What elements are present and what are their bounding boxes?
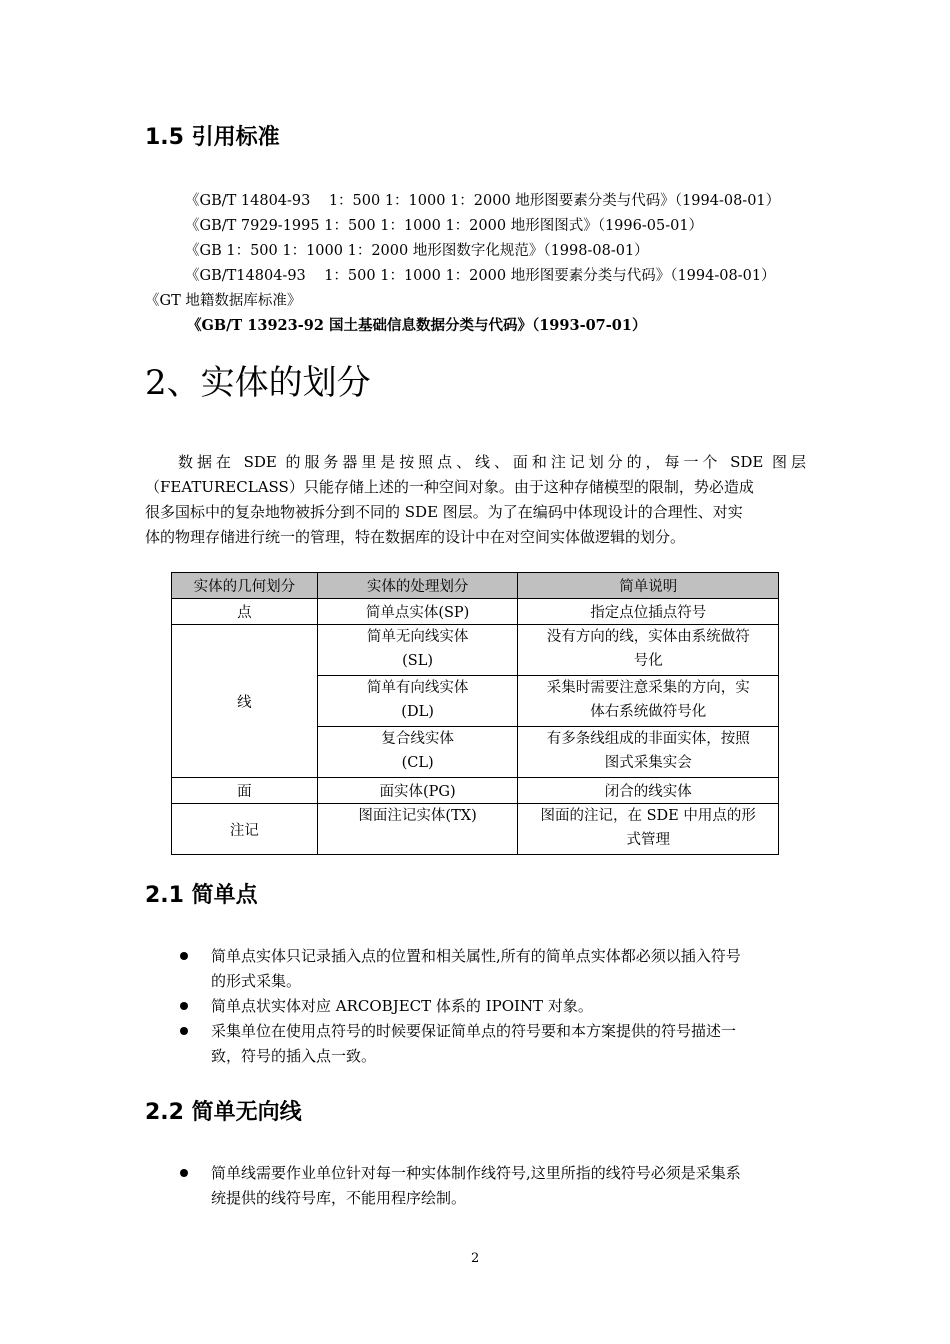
geometry-cell: 注记 [172, 804, 318, 855]
reference-item: 《GB/T14804-93 1：500 1：1000 1：2000 地形图要素分类与代码》（1994-08-01） [185, 268, 776, 284]
table-row [172, 625, 779, 676]
body-paragraph-line: 很多国标中的复杂地物被拆分到不同的 SDE 图层。为了在编码中体现设计的合理性、对实 [145, 503, 743, 521]
bullet-icon [180, 1002, 188, 1010]
geometry-cell: 点 [172, 599, 318, 625]
bullet-icon [180, 952, 188, 960]
description-cell: 采集时需要注意采集的方向，实 体右系统做符号化 [518, 676, 779, 727]
bullet-text: 简单点状实体对应 ARCOBJECT 体系的 IPOINT 对象。 [211, 997, 593, 1015]
entity-classification-table [171, 572, 779, 855]
section-2-heading: 2、实体的划分 [145, 363, 371, 403]
table-header-cell: 实体的处理划分 [317, 573, 518, 599]
section-2-2-heading: 2.2 简单无向线 [145, 1100, 302, 1125]
processing-cell: 图面注记实体(TX) [317, 804, 518, 855]
body-paragraph-line: （FEATURECLASS）只能存储上述的一种空间对象。由于这种存储模型的限制，势必造成 [145, 478, 754, 496]
bullet-icon [180, 1169, 188, 1177]
body-paragraph-line: 数据在 SDE 的服务器里是按照点、线、面和注记划分的，每一个 SDE 图层 [178, 453, 806, 471]
table-header-cell: 实体的几何划分 [172, 573, 318, 599]
bullet-text: 简单点实体只记录插入点的位置和相关属性,所有的简单点实体都必须以插入符号 的形式采集。 [211, 947, 741, 990]
reference-item: 《GB 1：500 1：1000 1：2000 地形图数字化规范》（1998-08-01） [185, 243, 649, 259]
description-cell: 闭合的线实体 [518, 778, 779, 804]
description-cell: 没有方向的线，实体由系统做符 号化 [518, 625, 779, 676]
processing-cell: 简单有向线实体 (DL) [317, 676, 518, 727]
processing-cell: 面实体(PG) [317, 778, 518, 804]
reference-item: 《GB/T 14804-93 1：500 1：1000 1：2000 地形图要素分类与代码》（1994-08-01） [185, 193, 781, 209]
geometry-cell: 线 [172, 625, 318, 778]
bullet-text: 简单线需要作业单位针对每一种实体制作线符号,这里所指的线符号必须是采集系 统提供的线符号库，不能用程序绘制。 [211, 1164, 741, 1207]
processing-cell: 简单无向线实体 (SL) [317, 625, 518, 676]
reference-item: 《GB/T 13923-92 国土基础信息数据分类与代码》（1993-07-01） [187, 317, 647, 334]
processing-cell: 复合线实体 (CL) [317, 727, 518, 778]
bullet-icon [180, 1027, 188, 1035]
page-number: 2 [471, 1251, 480, 1266]
description-cell: 指定点位插点符号 [518, 599, 779, 625]
body-paragraph-line: 体的物理存储进行统一的管理，特在数据库的设计中在对空间实体做逻辑的划分。 [145, 528, 686, 546]
table-header-cell: 简单说明 [518, 573, 779, 599]
reference-item: 《GB/T 7929-1995 1：500 1：1000 1：2000 地形图图式》（1996-05-01） [185, 218, 704, 234]
table-row [172, 778, 779, 804]
description-cell: 图面的注记，在 SDE 中用点的形 式管理 [518, 804, 779, 855]
section-2-1-heading: 2.1 简单点 [145, 883, 258, 908]
section-1-5-heading: 1.5 引用标准 [145, 125, 280, 150]
processing-cell: 简单点实体(SP) [317, 599, 518, 625]
table-row [172, 804, 779, 855]
description-cell: 有多条线组成的非面实体，按照 图式采集实会 [518, 727, 779, 778]
geometry-cell: 面 [172, 778, 318, 804]
reference-item: 《GT 地籍数据库标准》 [145, 293, 302, 309]
table-header-row [172, 573, 779, 599]
table-row [172, 599, 779, 625]
bullet-text: 采集单位在使用点符号的时候要保证简单点的符号要和本方案提供的符号描述一 致，符号的插入点一致。 [211, 1022, 737, 1065]
